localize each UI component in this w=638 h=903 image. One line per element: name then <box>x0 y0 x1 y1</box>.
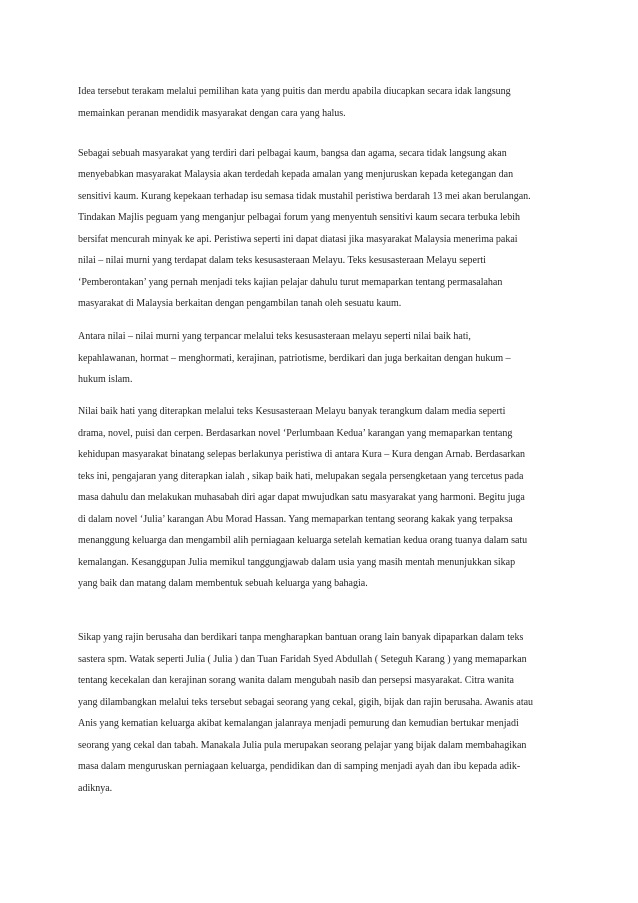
text-line: Antara nilai – nilai murni yang terpancar melalui teks kesusasteraan melayu seperti nilai baik hati, <box>78 331 471 342</box>
text-line: nilai – nilai murni yang terdapat dalam teks kesusasteraan Melayu. Teks kesusasteraan Melayu seperti <box>78 255 486 266</box>
paragraph-5 <box>78 627 618 799</box>
text-line: masyarakat di Malaysia berkaitan dengan pengambilan tanah oleh sesuatu kaum. <box>78 298 402 309</box>
text-line: seorang yang cekal dan tabah. Manakala Julia pula merupakan seorang pelajar yang bijak dalam membahagikan <box>78 739 527 751</box>
text-line: Nilai baik hati yang diterapkan melalui teks Kesusasteraan Melayu banyak terangkum dalam media seperti <box>78 406 506 417</box>
text-line: adiknya. <box>78 782 113 794</box>
body-text <box>78 81 618 799</box>
text-line: drama, novel, puisi dan cerpen. Berdasarkan novel ‘Perlumbaan Kedua’ karangan yang memaparkan tentang <box>78 427 513 439</box>
text-line: di dalam novel ‘Julia’ karangan Abu Morad Hassan. Yang memaparkan tentang seorang kakak yang terpaksa <box>78 513 513 525</box>
text-line: sensitivi kaum. Kurang kepekaan terhadap isu semasa tidak mustahil peristiwa berdarah 13 mei akan berulangan. <box>78 190 531 202</box>
text-line: kepahlawanan, hormat – menghormati, kerajinan, patriotisme, berdikari dan juga berkaitan dengan hukum – <box>78 352 511 364</box>
text-line: sastera spm. Watak seperti Julia ( Julia ) dan Tuan Faridah Syed Abdullah ( Seteguh Karang ) yang memaparkan <box>78 653 527 665</box>
text-line: Idea tersebut terakam melalui pemilihan kata yang puitis dan merdu apabila diucapkan secara idak langsung <box>78 86 511 97</box>
text-line: Sikap yang rajin berusaha dan berdikari tanpa mengharapkan bantuan orang lain banyak dipaparkan dalam teks <box>78 632 524 643</box>
text-line: menyebabkan masyarakat Malaysia akan terdedah kepada amalan yang menjuruskan kepada ketegangan dan <box>78 169 514 180</box>
text-line: hukum islam. <box>78 374 133 385</box>
text-line: teks ini, pengajaran yang diterapkan ialah , sikap baik hati, melupakan segala persengketaan yang tercetus pada <box>78 470 524 482</box>
text-line: yang baik dan matang dalam membentuk sebuah keluarga yang bahagia. <box>78 578 368 589</box>
text-line: yang dilambangkan melalui teks tersebut sebagai seorang yang cekal, gigih, bijak dan rajin berusaha. Awanis atau <box>78 696 534 708</box>
paragraph-3 <box>78 326 618 391</box>
text-line: ‘Pemberontakan’ yang pernah menjadi teks kajian pelajar dahulu turut memaparkan tentang permasalahan <box>78 276 503 288</box>
text-line: memainkan peranan mendidik masyarakat dengan cara yang halus. <box>78 107 346 119</box>
paragraph-1 <box>78 81 618 124</box>
text-line: masa dalam menguruskan perniagaan keluarga, pendidikan dan di samping menjadi ayah dan ibu kepada adik- <box>78 761 521 772</box>
text-line: menanggung keluarga dan mengambil alih perniagaan keluarga setelah kematian kedua orang tuanya dalam satu <box>78 535 528 546</box>
paragraph-2 <box>78 143 618 315</box>
text-line: tentang kecekalan dan kerajinan sorang wanita dalam mengubah nasib dan persepsi masyarakat. Citra wanita <box>78 675 514 686</box>
text-line: masa dahulu dan melakukan muhasabah diri agar dapat mwujudkan satu masyarakat yang harmoni. Begitu juga <box>78 492 525 503</box>
text-line: bersifat mencurah minyak ke api. Peristiwa seperti ini dapat diatasi jika masyarakat Malaysia menerima pakai <box>78 233 518 245</box>
text-line: Anis yang kematian keluarga akibat kemalangan jalanraya menjadi pemurung dan kemudian bertukar menjadi <box>78 718 519 729</box>
text-line: Sebagai sebuah masyarakat yang terdiri dari pelbagai kaum, bangsa dan agama, secara tidak langsung akan <box>78 147 507 159</box>
text-line: kemalangan. Kesanggupan Julia memikul tanggungjawab dalam usia yang masih mentah menunjukkan sikap <box>78 556 516 568</box>
text-line: kehidupan masyarakat binatang selepas berlakunya peristiwa di antara Kura – Kura dengan Arnab. Berdasarkan <box>78 449 526 460</box>
text-line: Tindakan Majlis peguam yang menganjur pelbagai forum yang menyentuh sensitivi kaum secara terbuka lebih <box>78 212 521 223</box>
paragraph-4 <box>78 401 618 595</box>
